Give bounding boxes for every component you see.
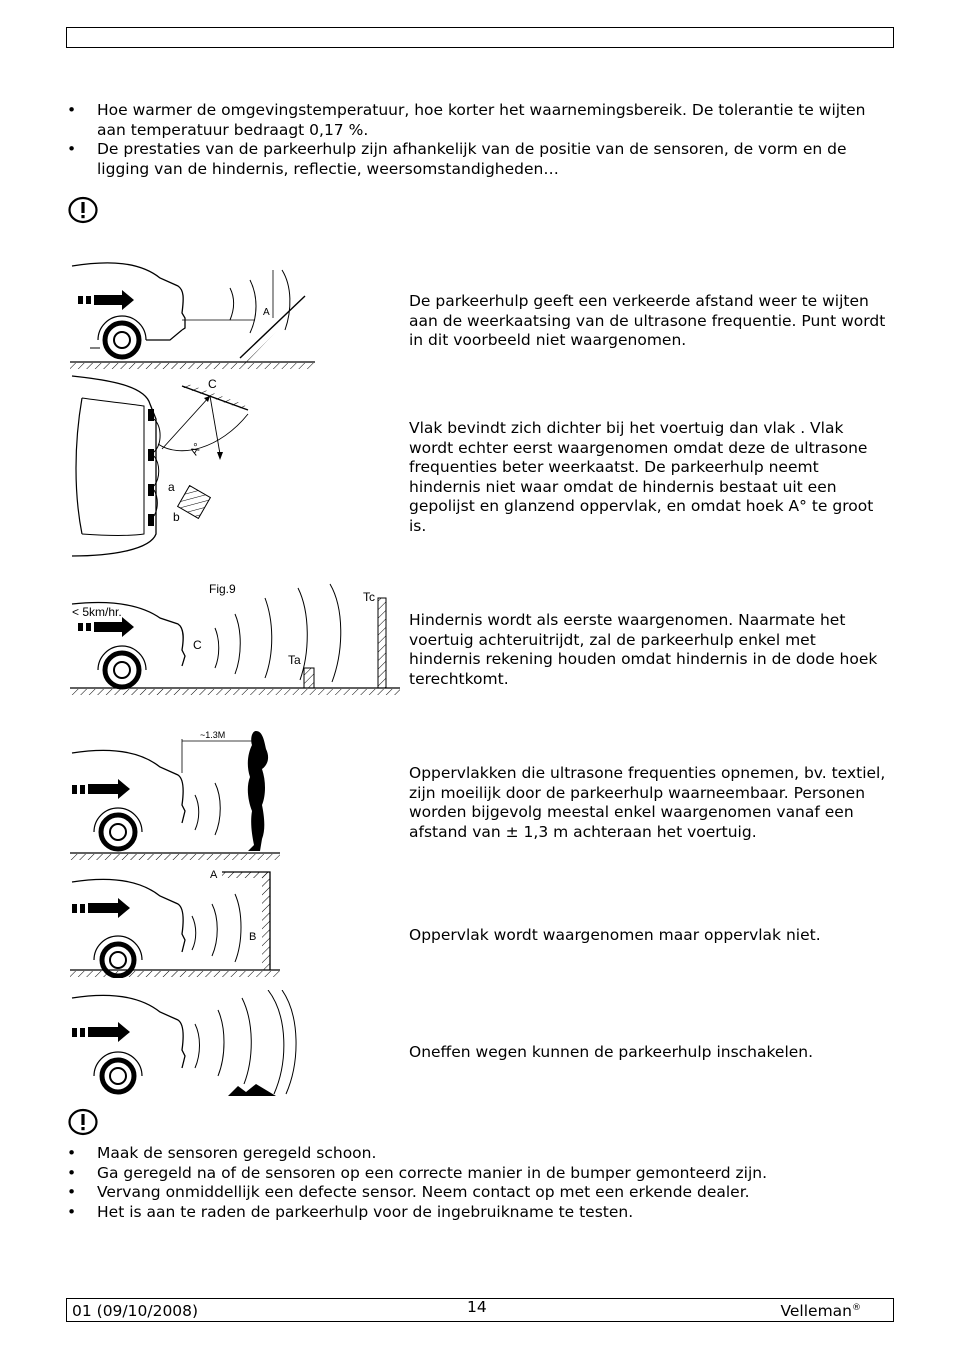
bullet-item: • Ga geregeld na of de sensoren op een correcte manier in de bumper gemonteerd zijn. [66, 1164, 896, 1184]
bullet-item: • Maak de sensoren geregeld schoon. [66, 1144, 896, 1164]
figure-label: b [173, 510, 180, 524]
figure-top-view-angle [70, 374, 260, 559]
footer-version: 01 (09/10/2008) [72, 1302, 199, 1320]
figure-label: Fig.9 [209, 582, 236, 596]
paragraph-fig2: Vlak bevindt zich dichter bij het voertuig dan vlak . Vlak wordt echter eerst waargenomen omdat deze de ultrasone frequenties beter weerkaatst. De parkeerhulp neemt hindernis niet waar omdat de hindernis bestaat uit een gepolijst en glanzend oppervlak, en omdat hoek A° te groot is. [409, 419, 874, 535]
bullet-list-bottom [66, 1144, 896, 1222]
paragraph-fig5: Oppervlak wordt waargenomen maar oppervlak niet. [409, 926, 821, 944]
figure-slope-reflection [70, 258, 315, 370]
brand-name: Velleman [780, 1302, 852, 1320]
footer [66, 1298, 894, 1322]
exclamation-circle-icon [68, 1108, 98, 1136]
figure-label: C [208, 377, 217, 391]
footer-brand [780, 1302, 861, 1320]
figure-uneven-road [70, 990, 310, 1098]
figure-label: < 5km/hr. [72, 605, 122, 619]
bullet-item: • De prestaties van de parkeerhulp zijn afhankelijk van de positie van de sensoren, de vorm en de ligging van de hindernis, reflectie, weersomstandigheden… [66, 140, 896, 179]
figure-label: A [263, 307, 270, 318]
figure-label: ~1.3M [200, 730, 226, 740]
figure-label: B [249, 931, 257, 943]
paragraph-fig3: Hindernis wordt als eerste waargenomen. Naarmate het voertuig achteruitrijdt, zal de parkeerhulp enkel met hindernis rekening houden omdat hindernis in de dode hoek terechtkomt. [409, 611, 878, 688]
paragraph-fig6: Oneffen wegen kunnen de parkeerhulp inschakelen. [409, 1043, 814, 1061]
exclamation-circle-icon [68, 196, 98, 224]
figure-label: a [168, 480, 175, 494]
figure-label: A [210, 869, 218, 881]
bullet-list-top [66, 101, 896, 179]
figure-label: Ta [288, 653, 301, 667]
header-box [66, 27, 894, 48]
registered-mark: ® [852, 1302, 861, 1313]
figure-person-distance [70, 725, 285, 865]
figure-label: Tc [363, 590, 375, 604]
figure-label: C [193, 638, 202, 652]
paragraph-fig1: De parkeerhulp geeft een verkeerde afstand weer te wijten aan de weerkaatsing van de ultrasone frequentie. Punt wordt in dit voorbeeld niet waargenomen. [409, 292, 886, 349]
figure-obstacle-deadzone [70, 578, 400, 696]
bullet-item: • Vervang onmiddellijk een defecte sensor. Neem contact op met een erkende dealer. [66, 1183, 896, 1203]
paragraph-fig4: Oppervlakken die ultrasone frequenties opnemen, bv. textiel, zijn moeilijk door de parkeerhulp waarneembaar. Personen worden bijgevolg meestal enkel waargenomen vanaf een afstand van ± 1,3 m achteraan het voertuig. [409, 764, 886, 841]
figure-surface-ab [70, 866, 285, 978]
bullet-item: • Hoe warmer de omgevingstemperatuur, hoe korter het waarnemingsbereik. De tolerantie te wijten aan temperatuur bedraagt 0,17 %. [66, 101, 896, 140]
bullet-item: • Het is aan te raden de parkeerhulp voor de ingebruikname te testen. [66, 1203, 896, 1223]
figure-label: A° [188, 441, 205, 458]
page-number: 14 [467, 1298, 487, 1316]
